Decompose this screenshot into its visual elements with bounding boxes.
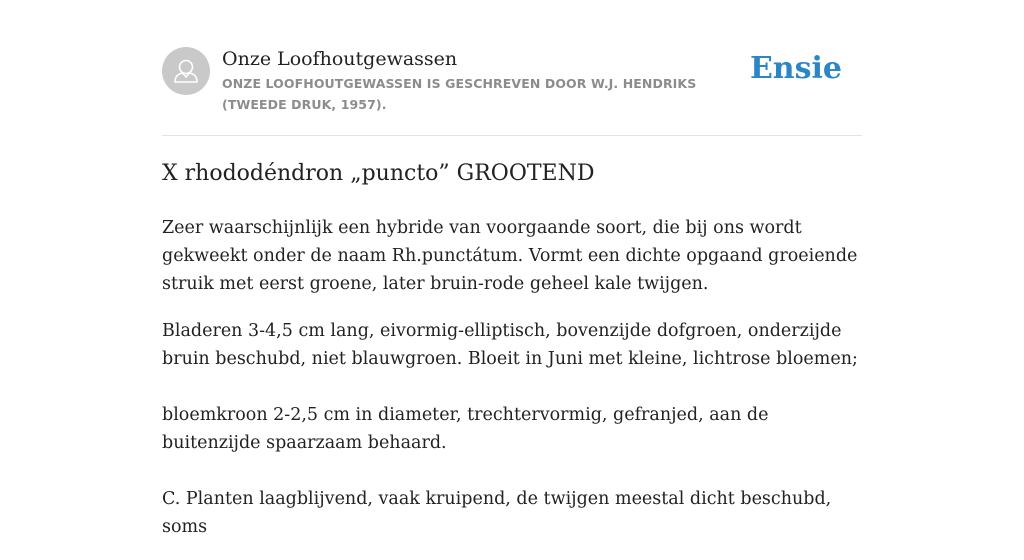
article-paragraph: Zeer waarschijnlijk een hybride van voorgaande soort, die bij ons wordt gekweekt onder de naam Rh.punctátum. Vormt een dichte opgaand groeiende struik met eerst groene, later bruin-rode geheel kale twijgen. bbox=[162, 218, 858, 294]
user-silhouette-icon bbox=[162, 47, 210, 95]
ensie-logo[interactable]: Ensie bbox=[749, 51, 842, 86]
header-divider bbox=[162, 135, 862, 136]
article-paragraph: C. Planten laagblijvend, vaak kruipend, de twijgen meestal dicht beschubd, soms bbox=[162, 489, 832, 537]
article-title: X rhododéndron „puncto” GROOTEND bbox=[162, 161, 595, 186]
article-paragraph: bloemkroon 2-2,5 cm in diameter, trechtervormig, gefranjed, aan de buitenzijde spaarzaam behaard. bbox=[162, 405, 769, 453]
source-description: ONZE LOOFHOUTGEWASSEN IS GESCHREVEN DOOR W.J. HENDRIKS (TWEEDE DRUK, 1957). bbox=[222, 76, 697, 112]
source-title[interactable]: Onze Loofhoutgewassen bbox=[222, 48, 458, 70]
article-paragraph: Bladeren 3-4,5 cm lang, eivormig-elliptisch, bovenzijde dofgroen, onderzijde bruin beschubd, niet blauwgroen. Bloeit in Juni met kleine, lichtrose bloemen; bbox=[162, 321, 858, 369]
article bbox=[162, 158, 867, 560]
